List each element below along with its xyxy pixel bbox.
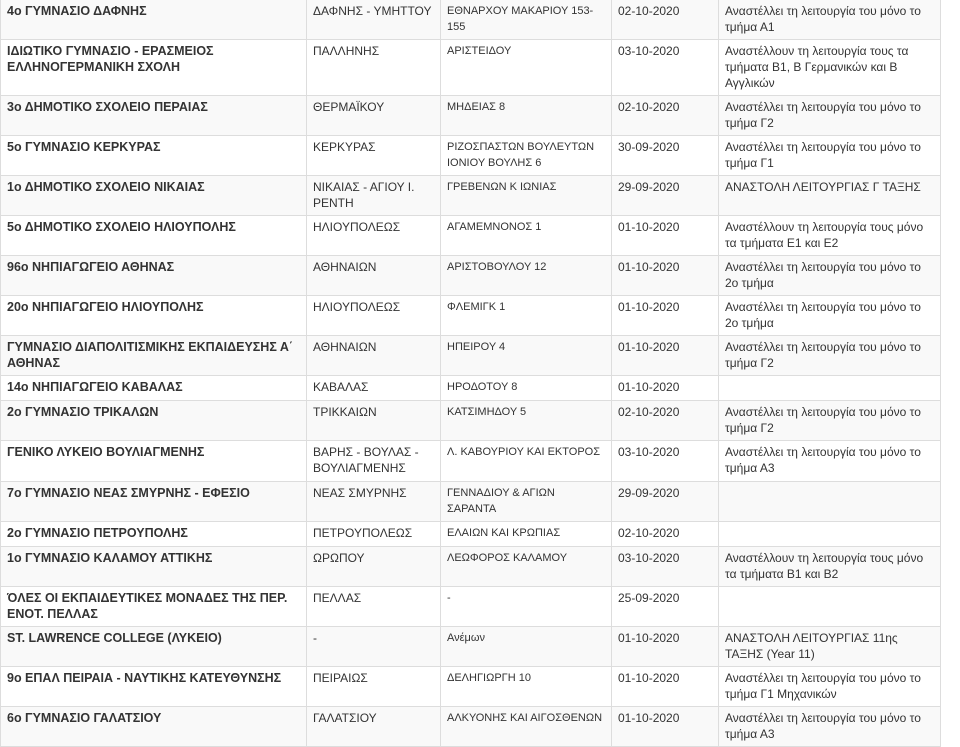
school-name-cell: 20ο ΝΗΠΙΑΓΩΓΕΙΟ ΗΛΙΟΥΠΟΛΗΣ [1, 296, 307, 336]
table-row [1, 296, 941, 336]
municipality-cell: ΚΕΡΚΥΡΑΣ [307, 136, 441, 176]
municipality-cell: ΠΑΛΛΗΝΗΣ [307, 40, 441, 96]
table-row [1, 627, 941, 667]
address-cell: ΛΕΩΦΟΡΟΣ ΚΑΛΑΜΟΥ [441, 547, 612, 587]
address-cell: ΡΙΖΟΣΠΑΣΤΩΝ ΒΟΥΛΕΥΤΩΝ ΙΟΝΙΟΥ ΒΟΥΛΗΣ 6 [441, 136, 612, 176]
table-row [1, 522, 941, 547]
municipality-cell: ΤΡΙΚΚΑΙΩΝ [307, 401, 441, 441]
date-cell: 01-10-2020 [612, 296, 719, 336]
address-cell: Λ. ΚΑΒΟΥΡΙΟΥ ΚΑΙ ΕΚΤΟΡΟΣ [441, 441, 612, 482]
municipality-cell: - [307, 627, 441, 667]
table-row [1, 336, 941, 376]
address-cell: ΑΛΚΥΟΝΗΣ ΚΑΙ ΑΙΓΟΣΘΕΝΩΝ [441, 707, 612, 747]
note-cell: Αναστέλλει τη λειτουργία του μόνο το τμήμα Γ1 Μηχανικών [719, 667, 941, 707]
table-row [1, 216, 941, 256]
table-row [1, 136, 941, 176]
address-cell: ΑΡΙΣΤΟΒΟΥΛΟΥ 12 [441, 256, 612, 296]
date-cell: 01-10-2020 [612, 376, 719, 401]
note-cell: Αναστέλλει τη λειτουργία του μόνο το τμήμα Α3 [719, 441, 941, 482]
date-cell: 01-10-2020 [612, 667, 719, 707]
address-cell: ΓΡΕΒΕΝΩΝ Κ ΙΩΝΙΑΣ [441, 176, 612, 216]
municipality-cell: ΝΙΚΑΙΑΣ - ΑΓΙΟΥ Ι. ΡΕΝΤΗ [307, 176, 441, 216]
school-name-cell: 2ο ΓΥΜΝΑΣΙΟ ΤΡΙΚΑΛΩΝ [1, 401, 307, 441]
date-cell: 25-09-2020 [612, 587, 719, 627]
date-cell: 02-10-2020 [612, 401, 719, 441]
address-cell: ΚΑΤΣΙΜΗΔΟΥ 5 [441, 401, 612, 441]
date-cell: 29-09-2020 [612, 176, 719, 216]
school-name-cell: 9ο ΕΠΑΛ ΠΕΙΡΑΙΑ - ΝΑΥΤΙΚΗΣ ΚΑΤΕΥΘΥΝΣΗΣ [1, 667, 307, 707]
school-name-cell: 1ο ΓΥΜΝΑΣΙΟ ΚΑΛΑΜΟΥ ΑΤΤΙΚΗΣ [1, 547, 307, 587]
date-cell: 01-10-2020 [612, 256, 719, 296]
address-cell: - [441, 587, 612, 627]
address-cell: ΑΓΑΜΕΜΝΟΝΟΣ 1 [441, 216, 612, 256]
table-row [1, 376, 941, 401]
table-row [1, 547, 941, 587]
note-cell: Αναστέλλουν τη λειτουργία τους μόνο τα τμήματα Β1 και Β2 [719, 547, 941, 587]
address-cell: ΓΕΝΝΑΔΙΟΥ & ΑΓΙΩΝ ΣΑΡΑΝΤΑ [441, 482, 612, 522]
school-name-cell: 96ο ΝΗΠΙΑΓΩΓΕΙΟ ΑΘΗΝΑΣ [1, 256, 307, 296]
school-name-cell: ΙΔΙΩΤΙΚΟ ΓΥΜΝΑΣΙΟ - ΕΡΑΣΜΕΙΟΣ ΕΛΛΗΝΟΓΕΡΜΑΝΙΚΗ ΣΧΟΛΗ [1, 40, 307, 96]
note-cell: Αναστέλλει τη λειτουργία του μόνο το τμήμα Γ2 [719, 401, 941, 441]
table-row [1, 587, 941, 627]
note-cell [719, 482, 941, 522]
municipality-cell: ΝΕΑΣ ΣΜΥΡΝΗΣ [307, 482, 441, 522]
school-name-cell: ΌΛΕΣ ΟΙ ΕΚΠΑΙΔΕΥΤΙΚΕΣ ΜΟΝΑΔΕΣ ΤΗΣ ΠΕΡ. ΕΝΟΤ. ΠΕΛΛΑΣ [1, 587, 307, 627]
note-cell [719, 376, 941, 401]
municipality-cell: ΘΕΡΜΑΪΚΟΥ [307, 96, 441, 136]
date-cell: 02-10-2020 [612, 522, 719, 547]
table-row [1, 176, 941, 216]
school-name-cell: 4ο ΓΥΜΝΑΣΙΟ ΔΑΦΝΗΣ [1, 0, 307, 40]
school-name-cell: 5ο ΓΥΜΝΑΣΙΟ ΚΕΡΚΥΡΑΣ [1, 136, 307, 176]
municipality-cell: ΓΑΛΑΤΣΙΟΥ [307, 707, 441, 747]
note-cell: Αναστέλλει τη λειτουργία του μόνο το τμήμα Γ1 [719, 136, 941, 176]
address-cell: ΕΛΑΙΩΝ ΚΑΙ ΚΡΩΠΙΑΣ [441, 522, 612, 547]
address-cell: ΑΡΙΣΤΕΙΔΟΥ [441, 40, 612, 96]
note-cell: Αναστέλλει τη λειτουργία του μόνο το τμήμα Α1 [719, 0, 941, 40]
table-row [1, 0, 941, 40]
date-cell: 01-10-2020 [612, 216, 719, 256]
municipality-cell: ΑΘΗΝΑΙΩΝ [307, 256, 441, 296]
date-cell: 03-10-2020 [612, 441, 719, 482]
date-cell: 03-10-2020 [612, 547, 719, 587]
table-row [1, 256, 941, 296]
table-row [1, 667, 941, 707]
date-cell: 02-10-2020 [612, 0, 719, 40]
note-cell: Αναστέλλουν τη λειτουργία τους μόνο τα τμήματα Ε1 και Ε2 [719, 216, 941, 256]
date-cell: 01-10-2020 [612, 336, 719, 376]
note-cell: ΑΝΑΣΤΟΛΗ ΛΕΙΤΟΥΡΓΙΑΣ 11ης ΤΑΞΗΣ (Year 11) [719, 627, 941, 667]
table-row [1, 482, 941, 522]
address-cell: ΜΗΔΕΙΑΣ 8 [441, 96, 612, 136]
municipality-cell: ΑΘΗΝΑΙΩΝ [307, 336, 441, 376]
table-row [1, 441, 941, 482]
school-name-cell: 14ο ΝΗΠΙΑΓΩΓΕΙΟ ΚΑΒΑΛΑΣ [1, 376, 307, 401]
note-cell: Αναστέλλει τη λειτουργία του μόνο το τμήμα Γ2 [719, 96, 941, 136]
school-name-cell: 2ο ΓΥΜΝΑΣΙΟ ΠΕΤΡΟΥΠΟΛΗΣ [1, 522, 307, 547]
address-cell: ΔΕΛΗΓΙΩΡΓΗ 10 [441, 667, 612, 707]
municipality-cell: ΗΛΙΟΥΠΟΛΕΩΣ [307, 216, 441, 256]
address-cell: ΦΛΕΜΙΓΚ 1 [441, 296, 612, 336]
school-name-cell: 1ο ΔΗΜΟΤΙΚΟ ΣΧΟΛΕΙΟ ΝΙΚΑΙΑΣ [1, 176, 307, 216]
municipality-cell: ΗΛΙΟΥΠΟΛΕΩΣ [307, 296, 441, 336]
address-cell: ΕΘΝΑΡΧΟΥ ΜΑΚΑΡΙΟΥ 153-155 [441, 0, 612, 40]
date-cell: 29-09-2020 [612, 482, 719, 522]
school-name-cell: 6ο ΓΥΜΝΑΣΙΟ ΓΑΛΑΤΣΙΟΥ [1, 707, 307, 747]
address-cell: ΗΡΟΔΟΤΟΥ 8 [441, 376, 612, 401]
address-cell: Ανέμων [441, 627, 612, 667]
school-name-cell: 7ο ΓΥΜΝΑΣΙΟ ΝΕΑΣ ΣΜΥΡΝΗΣ - ΕΦΕΣΙΟ [1, 482, 307, 522]
date-cell: 01-10-2020 [612, 627, 719, 667]
address-cell: ΗΠΕΙΡΟΥ 4 [441, 336, 612, 376]
municipality-cell: ΔΑΦΝΗΣ - ΥΜΗΤΤΟΥ [307, 0, 441, 40]
note-cell: ΑΝΑΣΤΟΛΗ ΛΕΙΤΟΥΡΓΙΑΣ Γ ΤΑΞΗΣ [719, 176, 941, 216]
note-cell: Αναστέλλει τη λειτουργία του μόνο το τμήμα Γ2 [719, 336, 941, 376]
table-body [1, 0, 941, 747]
note-cell: Αναστέλλει τη λειτουργία του μόνο το 2ο τμήμα [719, 296, 941, 336]
table-row [1, 96, 941, 136]
table-row [1, 401, 941, 441]
school-name-cell: 5ο ΔΗΜΟΤΙΚΟ ΣΧΟΛΕΙΟ ΗΛΙΟΥΠΟΛΗΣ [1, 216, 307, 256]
note-cell: Αναστέλλουν τη λειτουργία τους τα τμήματα Β1, Β Γερμανικών και Β Αγγλικών [719, 40, 941, 96]
date-cell: 01-10-2020 [612, 707, 719, 747]
school-name-cell: 3ο ΔΗΜΟΤΙΚΟ ΣΧΟΛΕΙΟ ΠΕΡΑΙΑΣ [1, 96, 307, 136]
note-cell [719, 587, 941, 627]
note-cell: Αναστέλλει τη λειτουργία του μόνο το 2ο τμήμα [719, 256, 941, 296]
note-cell [719, 522, 941, 547]
table-row [1, 40, 941, 96]
municipality-cell: ΩΡΩΠΟΥ [307, 547, 441, 587]
date-cell: 30-09-2020 [612, 136, 719, 176]
note-cell: Αναστέλλει τη λειτουργία του μόνο το τμήμα Α3 [719, 707, 941, 747]
municipality-cell: ΠΕΛΛΑΣ [307, 587, 441, 627]
municipality-cell: ΠΕΙΡΑΙΩΣ [307, 667, 441, 707]
municipality-cell: ΠΕΤΡΟΥΠΟΛΕΩΣ [307, 522, 441, 547]
municipality-cell: ΒΑΡΗΣ - ΒΟΥΛΑΣ - ΒΟΥΛΙΑΓΜΕΝΗΣ [307, 441, 441, 482]
date-cell: 03-10-2020 [612, 40, 719, 96]
school-name-cell: ΓΕΝΙΚΟ ΛΥΚΕΙΟ ΒΟΥΛΙΑΓΜΕΝΗΣ [1, 441, 307, 482]
municipality-cell: ΚΑΒΑΛΑΣ [307, 376, 441, 401]
school-name-cell: ΓΥΜΝΑΣΙΟ ΔΙΑΠΟΛΙΤΙΣΜΙΚΗΣ ΕΚΠΑΙΔΕΥΣΗΣ Α΄ ΑΘΗΝΑΣ [1, 336, 307, 376]
date-cell: 02-10-2020 [612, 96, 719, 136]
school-name-cell: ST. LAWRENCE COLLEGE (ΛΥΚΕΙΟ) [1, 627, 307, 667]
